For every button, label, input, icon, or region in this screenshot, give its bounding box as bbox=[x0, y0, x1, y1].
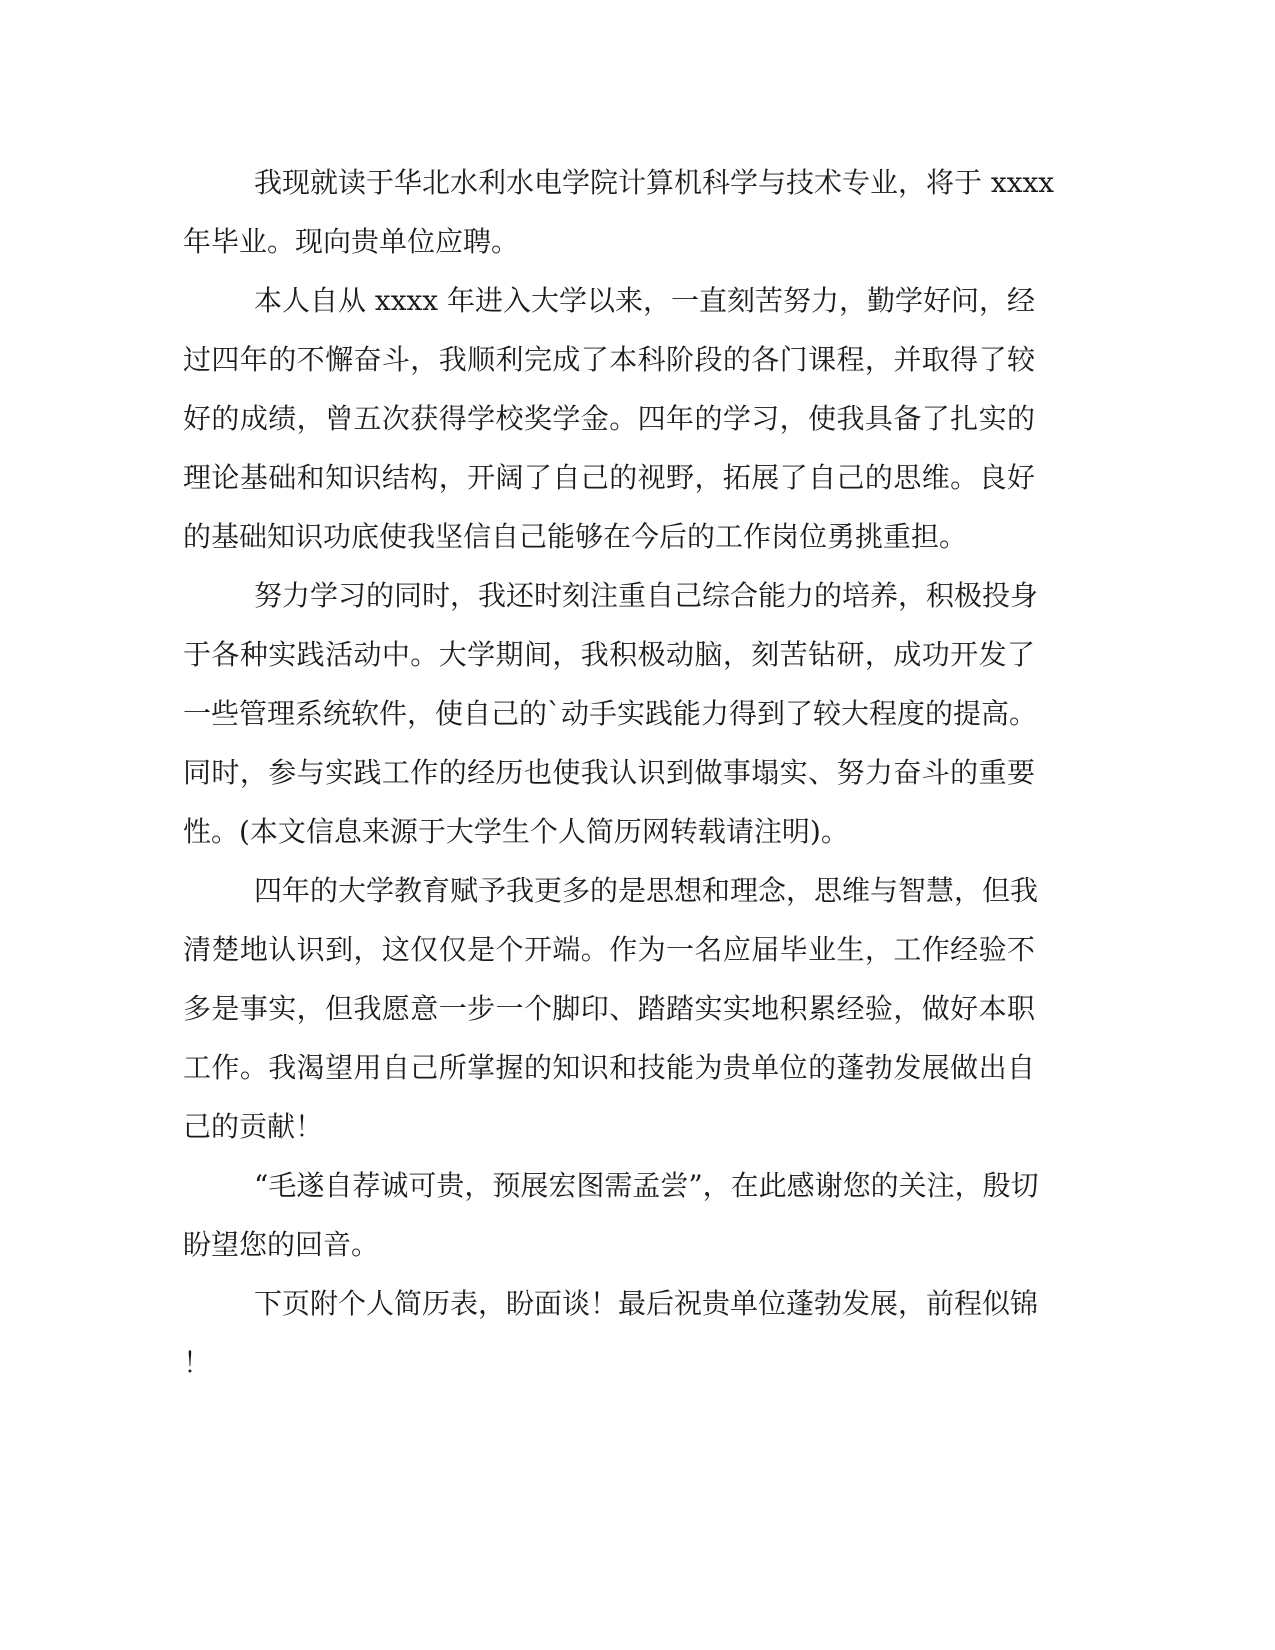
paragraph-6-line-1: 下页附个人简历表，盼面谈！最后祝贵单位蓬勃发展，前程似锦 bbox=[254, 1287, 1039, 1320]
paragraph-2-line-4: 理论基础和知识结构，开阔了自己的视野，拓展了自己的思维。良好 bbox=[183, 461, 1035, 494]
paragraph-4-line-5: 己的贡献！ bbox=[183, 1110, 324, 1143]
paragraph-3-line-3: 一些管理系统软件，使自己的`动手实践能力得到了较大程度的提高。 bbox=[183, 697, 1038, 730]
paragraph-3-line-4: 同时，参与实践工作的经历也使我认识到做事塌实、努力奋斗的重要 bbox=[183, 756, 1035, 789]
paragraph-3-line-2: 于各种实践活动中。大学期间，我积极动脑，刻苦钻研，成功开发了 bbox=[183, 638, 1035, 671]
paragraph-1-line-1: 我现就读于华北水利水电学院计算机科学与技术专业，将于 xxxx bbox=[254, 166, 1055, 199]
paragraph-2-line-1: 本人自从 xxxx 年进入大学以来，一直刻苦努力，勤学好问，经 bbox=[254, 284, 1035, 317]
paragraph-4-line-4: 工作。我渴望用自己所掌握的知识和技能为贵单位的蓬勃发展做出自 bbox=[183, 1051, 1035, 1084]
paragraph-2-line-2: 过四年的不懈奋斗，我顺利完成了本科阶段的各门课程，并取得了较 bbox=[183, 343, 1035, 376]
paragraph-4-line-3: 多是事实，但我愿意一步一个脚印、踏踏实实地积累经验，做好本职 bbox=[183, 992, 1035, 1025]
paragraph-1-line-2: 年毕业。现向贵单位应聘。 bbox=[183, 225, 520, 258]
paragraph-2-line-3: 好的成绩，曾五次获得学校奖学金。四年的学习，使我具备了扎实的 bbox=[183, 402, 1035, 435]
paragraph-2-line-5: 的基础知识功底使我坚信自己能够在今后的工作岗位勇挑重担。 bbox=[183, 520, 968, 553]
paragraph-4-line-2: 清楚地认识到，这仅仅是个开端。作为一名应届毕业生，工作经验不 bbox=[183, 933, 1035, 966]
paragraph-3-line-5: 性。(本文信息来源于大学生个人简历网转载请注明)。 bbox=[183, 815, 849, 848]
paragraph-6-line-2: ！ bbox=[183, 1346, 212, 1379]
paragraph-3-line-1: 努力学习的同时，我还时刻注重自己综合能力的培养，积极投身 bbox=[254, 579, 1039, 612]
paragraph-5-line-1: “毛遂自荐诚可贵，预展宏图需孟尝”，在此感谢您的关注，殷切 bbox=[254, 1169, 1039, 1202]
paragraph-4-line-1: 四年的大学教育赋予我更多的是思想和理念，思维与智慧，但我 bbox=[254, 874, 1039, 907]
paragraph-5-line-2: 盼望您的回音。 bbox=[183, 1228, 380, 1261]
